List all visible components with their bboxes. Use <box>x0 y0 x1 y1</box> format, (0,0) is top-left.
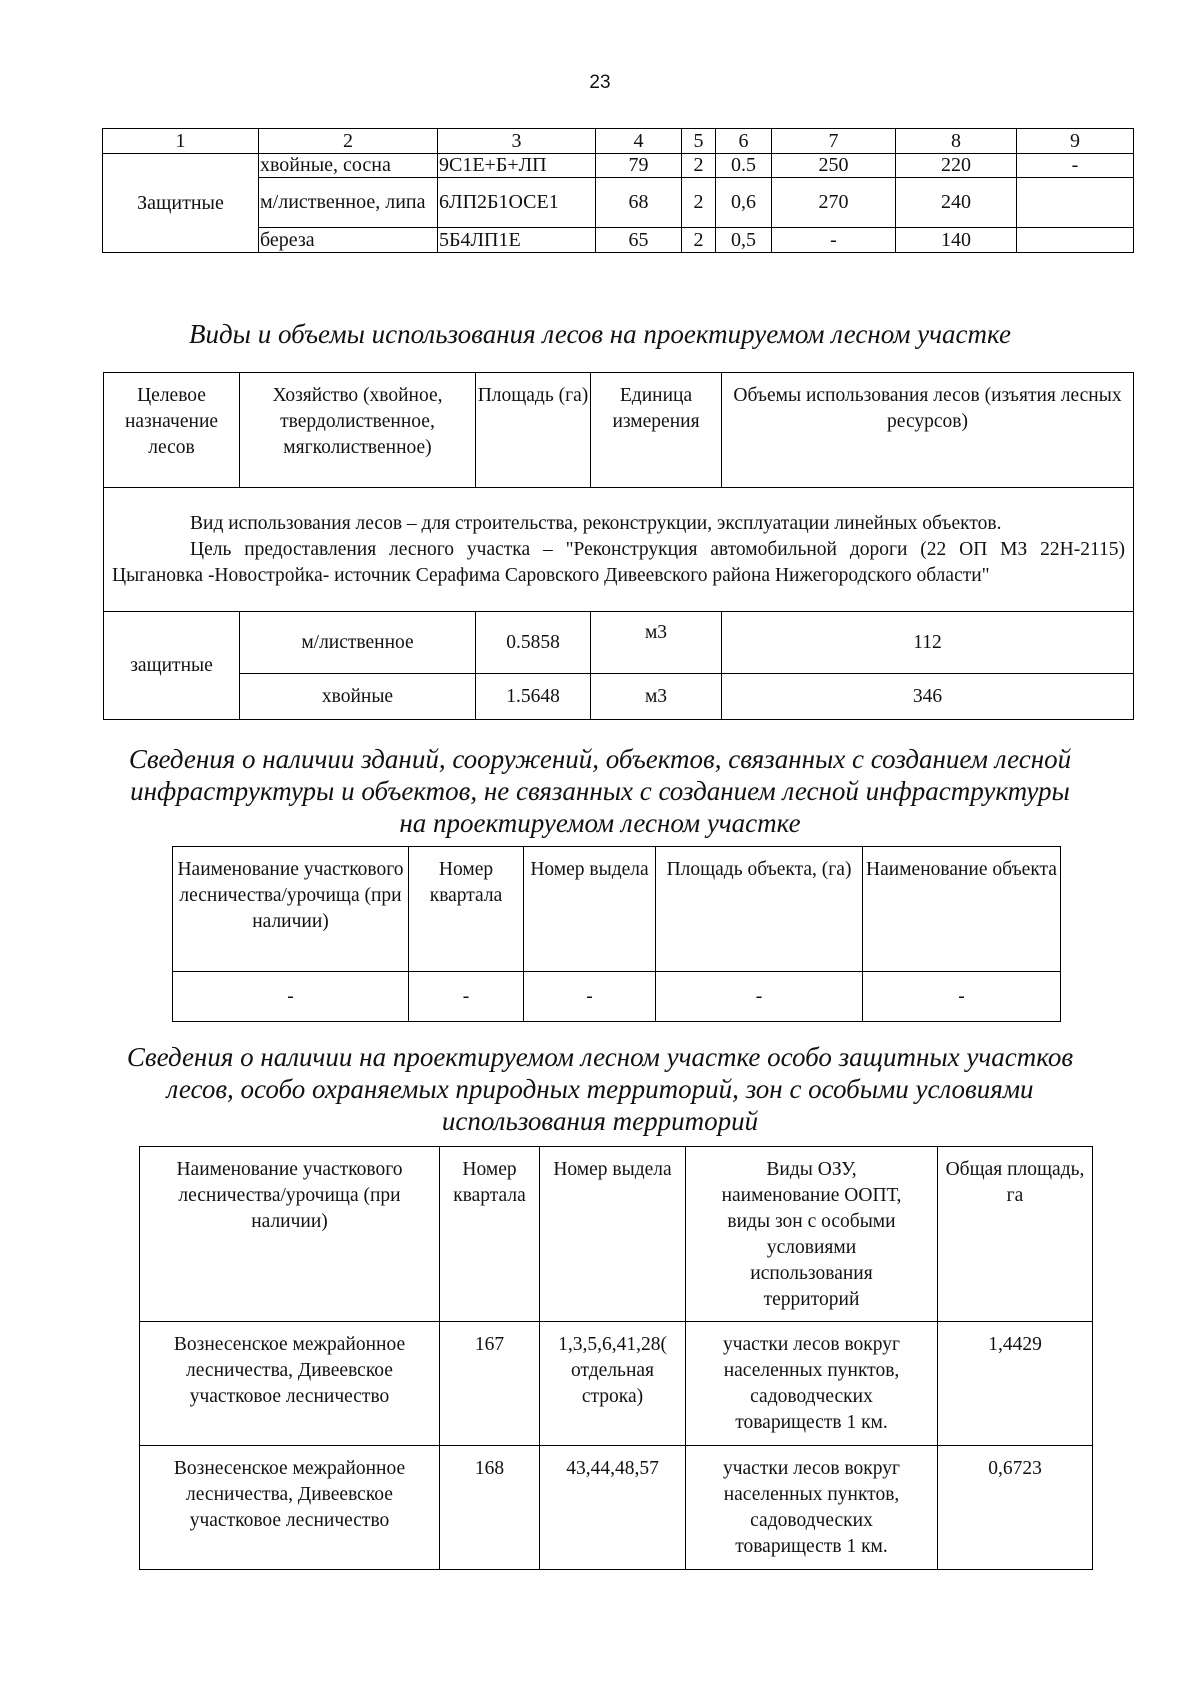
use-type-text: Вид использования лесов – для строительства, реконструкции, эксплуатации линейных объектов. <box>190 512 1002 534</box>
header-cell: Общая площадь, га <box>938 1147 1093 1322</box>
table-cell: - <box>409 972 524 1022</box>
table-cell: 2 <box>682 228 716 253</box>
table-cell: - <box>656 972 863 1022</box>
table-cell: 2 <box>682 178 716 228</box>
table-cell: Вознесенское межрайонное лесничества, Дивеевское участковое лесничество <box>140 1446 440 1570</box>
group-label: защитные <box>104 612 240 720</box>
table-cell: 346 <box>722 674 1134 720</box>
table-cell: 68 <box>596 178 682 228</box>
header-cell: 7 <box>772 129 896 154</box>
stand-table <box>102 128 1134 253</box>
infrastructure-table <box>172 846 1061 1022</box>
table-cell: - <box>1017 154 1134 178</box>
page-number: 23 <box>589 72 611 93</box>
table-header-row <box>104 373 1134 488</box>
header-cell: 4 <box>596 129 682 154</box>
header-cell: 2 <box>259 129 438 154</box>
table-cell: 1.5648 <box>476 674 591 720</box>
title-line: Сведения о наличии на проектируемом лесном участке особо защитных участков <box>126 1042 1074 1072</box>
title-line: на проектируемом лесном участке <box>399 808 801 838</box>
header-cell: Номер выдела <box>540 1147 686 1322</box>
table-cell: 79 <box>596 154 682 178</box>
table-cell: 43,44,48,57 <box>540 1446 686 1570</box>
header-cell: Площадь (га) <box>476 373 591 488</box>
table-row <box>103 154 1134 178</box>
table-cell: 0,6723 <box>938 1446 1093 1570</box>
table-cell: 1,3,5,6,41,28( отдельная строка) <box>540 1322 686 1446</box>
forest-use-table <box>103 372 1134 720</box>
section-title-infrastructure <box>0 743 1200 839</box>
header-cell: Единица измерения <box>591 373 722 488</box>
header-cell: 6 <box>716 129 772 154</box>
header-cell: Виды ОЗУ, наименование ООПТ, виды зон с особыми условиями использования территорий <box>686 1147 938 1322</box>
table-header-row <box>103 129 1134 154</box>
group-label: Защитные <box>103 154 259 253</box>
table-cell: береза <box>259 228 438 253</box>
table-cell: хвойные, сосна <box>259 154 438 178</box>
table-header-row <box>140 1147 1093 1322</box>
table-cell: м/лиственное <box>240 612 476 674</box>
header-cell: 5 <box>682 129 716 154</box>
header-cell: Целевое назначение лесов <box>104 373 240 488</box>
title-line: использования территорий <box>441 1106 759 1136</box>
table-cell: 250 <box>772 154 896 178</box>
table-cell: 6ЛП2Б1ОСЕ1 <box>438 178 596 228</box>
table-cell: 112 <box>722 612 1134 674</box>
header-cell: Хозяйство (хвойное, твердолиственное, мягколиственное) <box>240 373 476 488</box>
table-cell: - <box>863 972 1061 1022</box>
header-cell: 1 <box>103 129 259 154</box>
table-cell: м3 <box>591 612 722 674</box>
table-cell <box>1017 228 1134 253</box>
purpose-text: Цель предоставления лесного участка – "Реконструкция автомобильной дороги (22 ОП МЗ 22Н-2115) Цыгановка -Новостройка- источник Серафима Саровского Дивеевского района Нижегородского области" <box>112 538 1125 586</box>
title-line: Сведения о наличии зданий, сооружений, объектов, связанных с созданием лесной <box>128 744 1072 774</box>
table-cell: 140 <box>896 228 1017 253</box>
table-cell: 65 <box>596 228 682 253</box>
table-cell: 270 <box>772 178 896 228</box>
header-cell: Номер квартала <box>409 847 524 972</box>
table-cell <box>1017 178 1134 228</box>
table-cell: - <box>173 972 409 1022</box>
table-cell: 0,6 <box>716 178 772 228</box>
title-line: инфраструктуры и объектов, не связанных с созданием лесной инфраструктуры <box>130 776 1070 806</box>
description-row <box>104 488 1134 612</box>
table-row <box>104 612 1134 674</box>
table-row <box>173 972 1061 1022</box>
table-cell: - <box>524 972 656 1022</box>
table-cell: м3 <box>591 674 722 720</box>
description-cell <box>104 488 1134 612</box>
table-cell: - <box>772 228 896 253</box>
header-cell: 8 <box>896 129 1017 154</box>
header-cell: Объемы использования лесов (изъятия лесных ресурсов) <box>722 373 1134 488</box>
header-cell: 3 <box>438 129 596 154</box>
table-row <box>140 1446 1093 1570</box>
table-cell: 167 <box>440 1322 540 1446</box>
section-title-forest-use: Виды и объемы использования лесов на проектируемом лесном участке <box>189 319 1011 349</box>
table-cell: 5Б4ЛП1Е <box>438 228 596 253</box>
table-cell: 0,5 <box>716 228 772 253</box>
section-title-protected-areas <box>0 1041 1200 1137</box>
protected-areas-table <box>139 1146 1093 1570</box>
table-header-row <box>173 847 1061 972</box>
table-cell: 2 <box>682 154 716 178</box>
table-cell: 9С1Е+Б+ЛП <box>438 154 596 178</box>
table-cell: Вознесенское межрайонное лесничества, Дивеевское участковое лесничество <box>140 1322 440 1446</box>
header-cell: Наименование участкового лесничества/урочища (при наличии) <box>140 1147 440 1322</box>
title-line: лесов, особо охраняемых природных территорий, зон с особыми условиями <box>166 1074 1034 1104</box>
header-cell: Номер квартала <box>440 1147 540 1322</box>
header-cell: Наименование объекта <box>863 847 1061 972</box>
table-cell: 220 <box>896 154 1017 178</box>
table-row <box>140 1322 1093 1446</box>
table-cell: участки лесов вокруг населенных пунктов, садоводческих товариществ 1 км. <box>686 1446 938 1570</box>
header-cell: 9 <box>1017 129 1134 154</box>
table-cell: хвойные <box>240 674 476 720</box>
table-cell: 168 <box>440 1446 540 1570</box>
table-cell: м/лиственное, липа <box>259 178 438 228</box>
header-cell: Площадь объекта, (га) <box>656 847 863 972</box>
header-cell: Номер выдела <box>524 847 656 972</box>
header-cell: Наименование участкового лесничества/урочища (при наличии) <box>173 847 409 972</box>
table-cell: участки лесов вокруг населенных пунктов, садоводческих товариществ 1 км. <box>686 1322 938 1446</box>
table-cell: 240 <box>896 178 1017 228</box>
table-cell: 0.5858 <box>476 612 591 674</box>
table-cell: 1,4429 <box>938 1322 1093 1446</box>
table-row <box>104 674 1134 720</box>
table-cell: 0.5 <box>716 154 772 178</box>
